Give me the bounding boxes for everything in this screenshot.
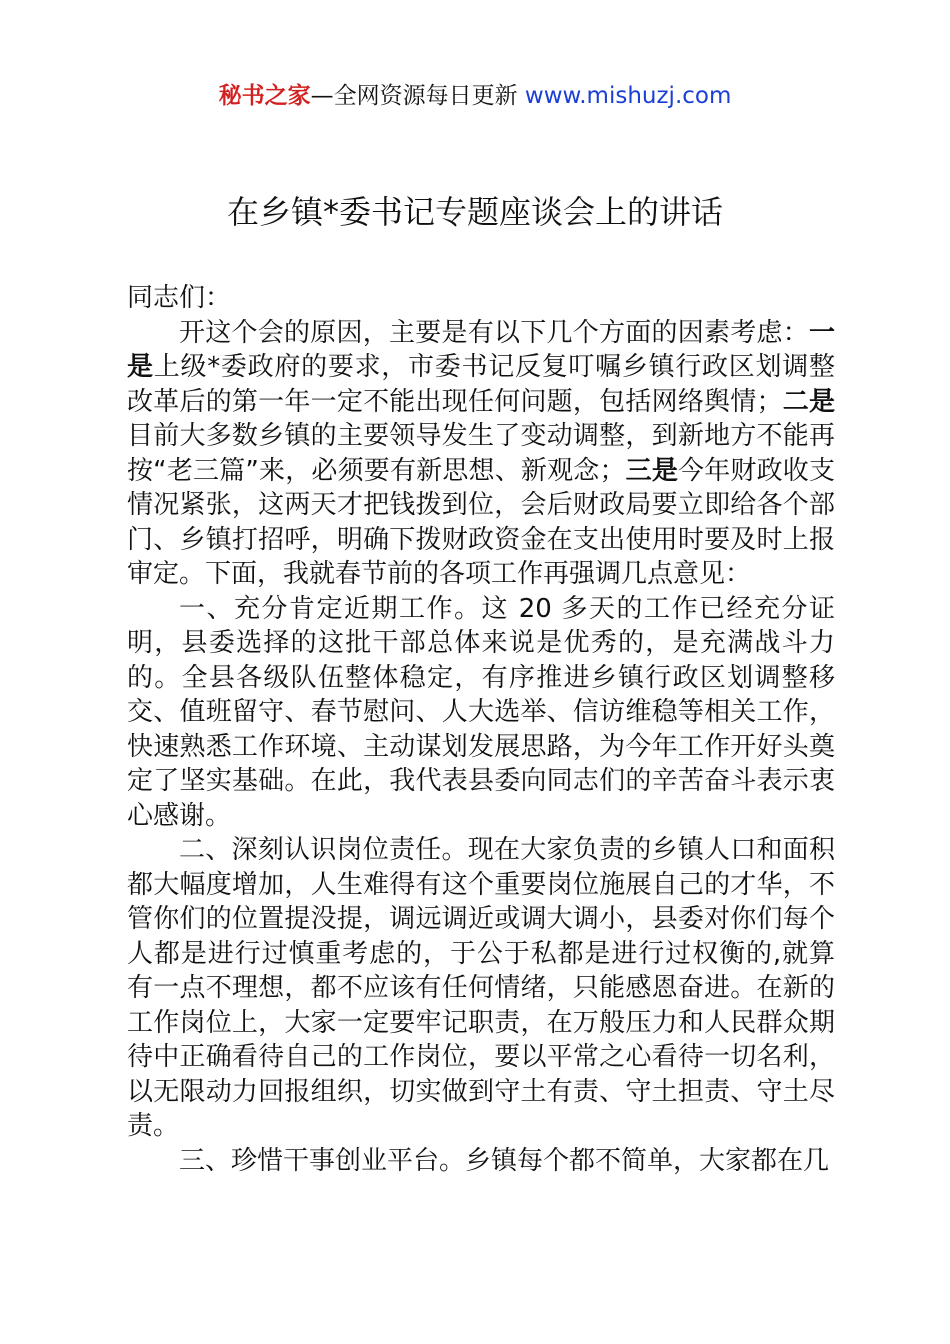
intro-text-3: 目前大多数乡镇的主要领导发生了变动调整，到新地方不能再按“老三篇”来，必须要有新思想、新观念； <box>127 421 835 486</box>
site-header <box>0 80 950 112</box>
intro-text-1: 开这个会的原因，主要是有以下几个方面的因素考虑： <box>179 317 809 348</box>
intro-text-4: 今年财政收支情况紧张，这两天才把钱拨到位，会后财政局要立即给各个部门、乡镇打招呼，明确下拨财政资金在支出使用时要及时上报审定。下面，我就春节前的各项工作再强调几点意见： <box>127 455 835 589</box>
site-url-link[interactable]: www.mishuzj.com <box>524 83 732 109</box>
site-tagline: —全网资源每日更新 <box>310 83 525 109</box>
paragraph-section-3: 三、珍惜干事创业平台。乡镇每个都不简单，大家都在几 <box>179 1145 830 1176</box>
document-title: 在乡镇*委书记专题座谈会上的讲话 <box>226 193 723 231</box>
paragraph-section-2: 二、深刻认识岗位责任。现在大家负责的乡镇人口和面积都大幅度增加，人生难得有这个重要岗位施展自己的才华，不管你们的位置提没提，调远调近或调大调小，县委对你们每个人都是进行过慎重考虑的，于公于私都是进行过权衡的,就算有一点不理想，都不应该有任何情绪，只能感恩奋进。在新的工作岗位上，大家一定要牢记职责，在万般压力和人民群众期待中正确看待自己的工作岗位，要以平常之心看待一切名利，以无限动力回报组织，切实做到守土有责、守土担责、守土尽责。 <box>127 835 835 1141</box>
intro-point-2-label: 二是 <box>782 386 835 417</box>
paragraph-section-1: 一、充分肯定近期工作。这 20 多天的工作已经充分证明，县委选择的这批干部总体来说是优秀的，是充满战斗力的。全县各级队伍整体稳定，有序推进乡镇行政区划调整移交、值班留守、春节慰问、人大选举、信访维稳等相关工作，快速熟悉工作环境、主动谋划发展思路，为今年工作开好头奠定了坚实基础。在此，我代表县委向同志们的辛苦奋斗表示衷心感谢。 <box>127 593 835 831</box>
paragraph-intro <box>127 316 835 592</box>
site-brand: 秘书之家 <box>218 83 311 109</box>
intro-point-1-label: 一是 <box>127 317 835 382</box>
intro-text-2: 上级*委政府的要求，市委书记反复叮嘱乡镇行政区划调整改革后的第一年一定不能出现任何问题，包括网络舆情； <box>127 352 835 417</box>
intro-point-3-label: 三是 <box>625 455 679 486</box>
document-body <box>127 281 835 1178</box>
salutation: 同志们： <box>127 283 232 313</box>
